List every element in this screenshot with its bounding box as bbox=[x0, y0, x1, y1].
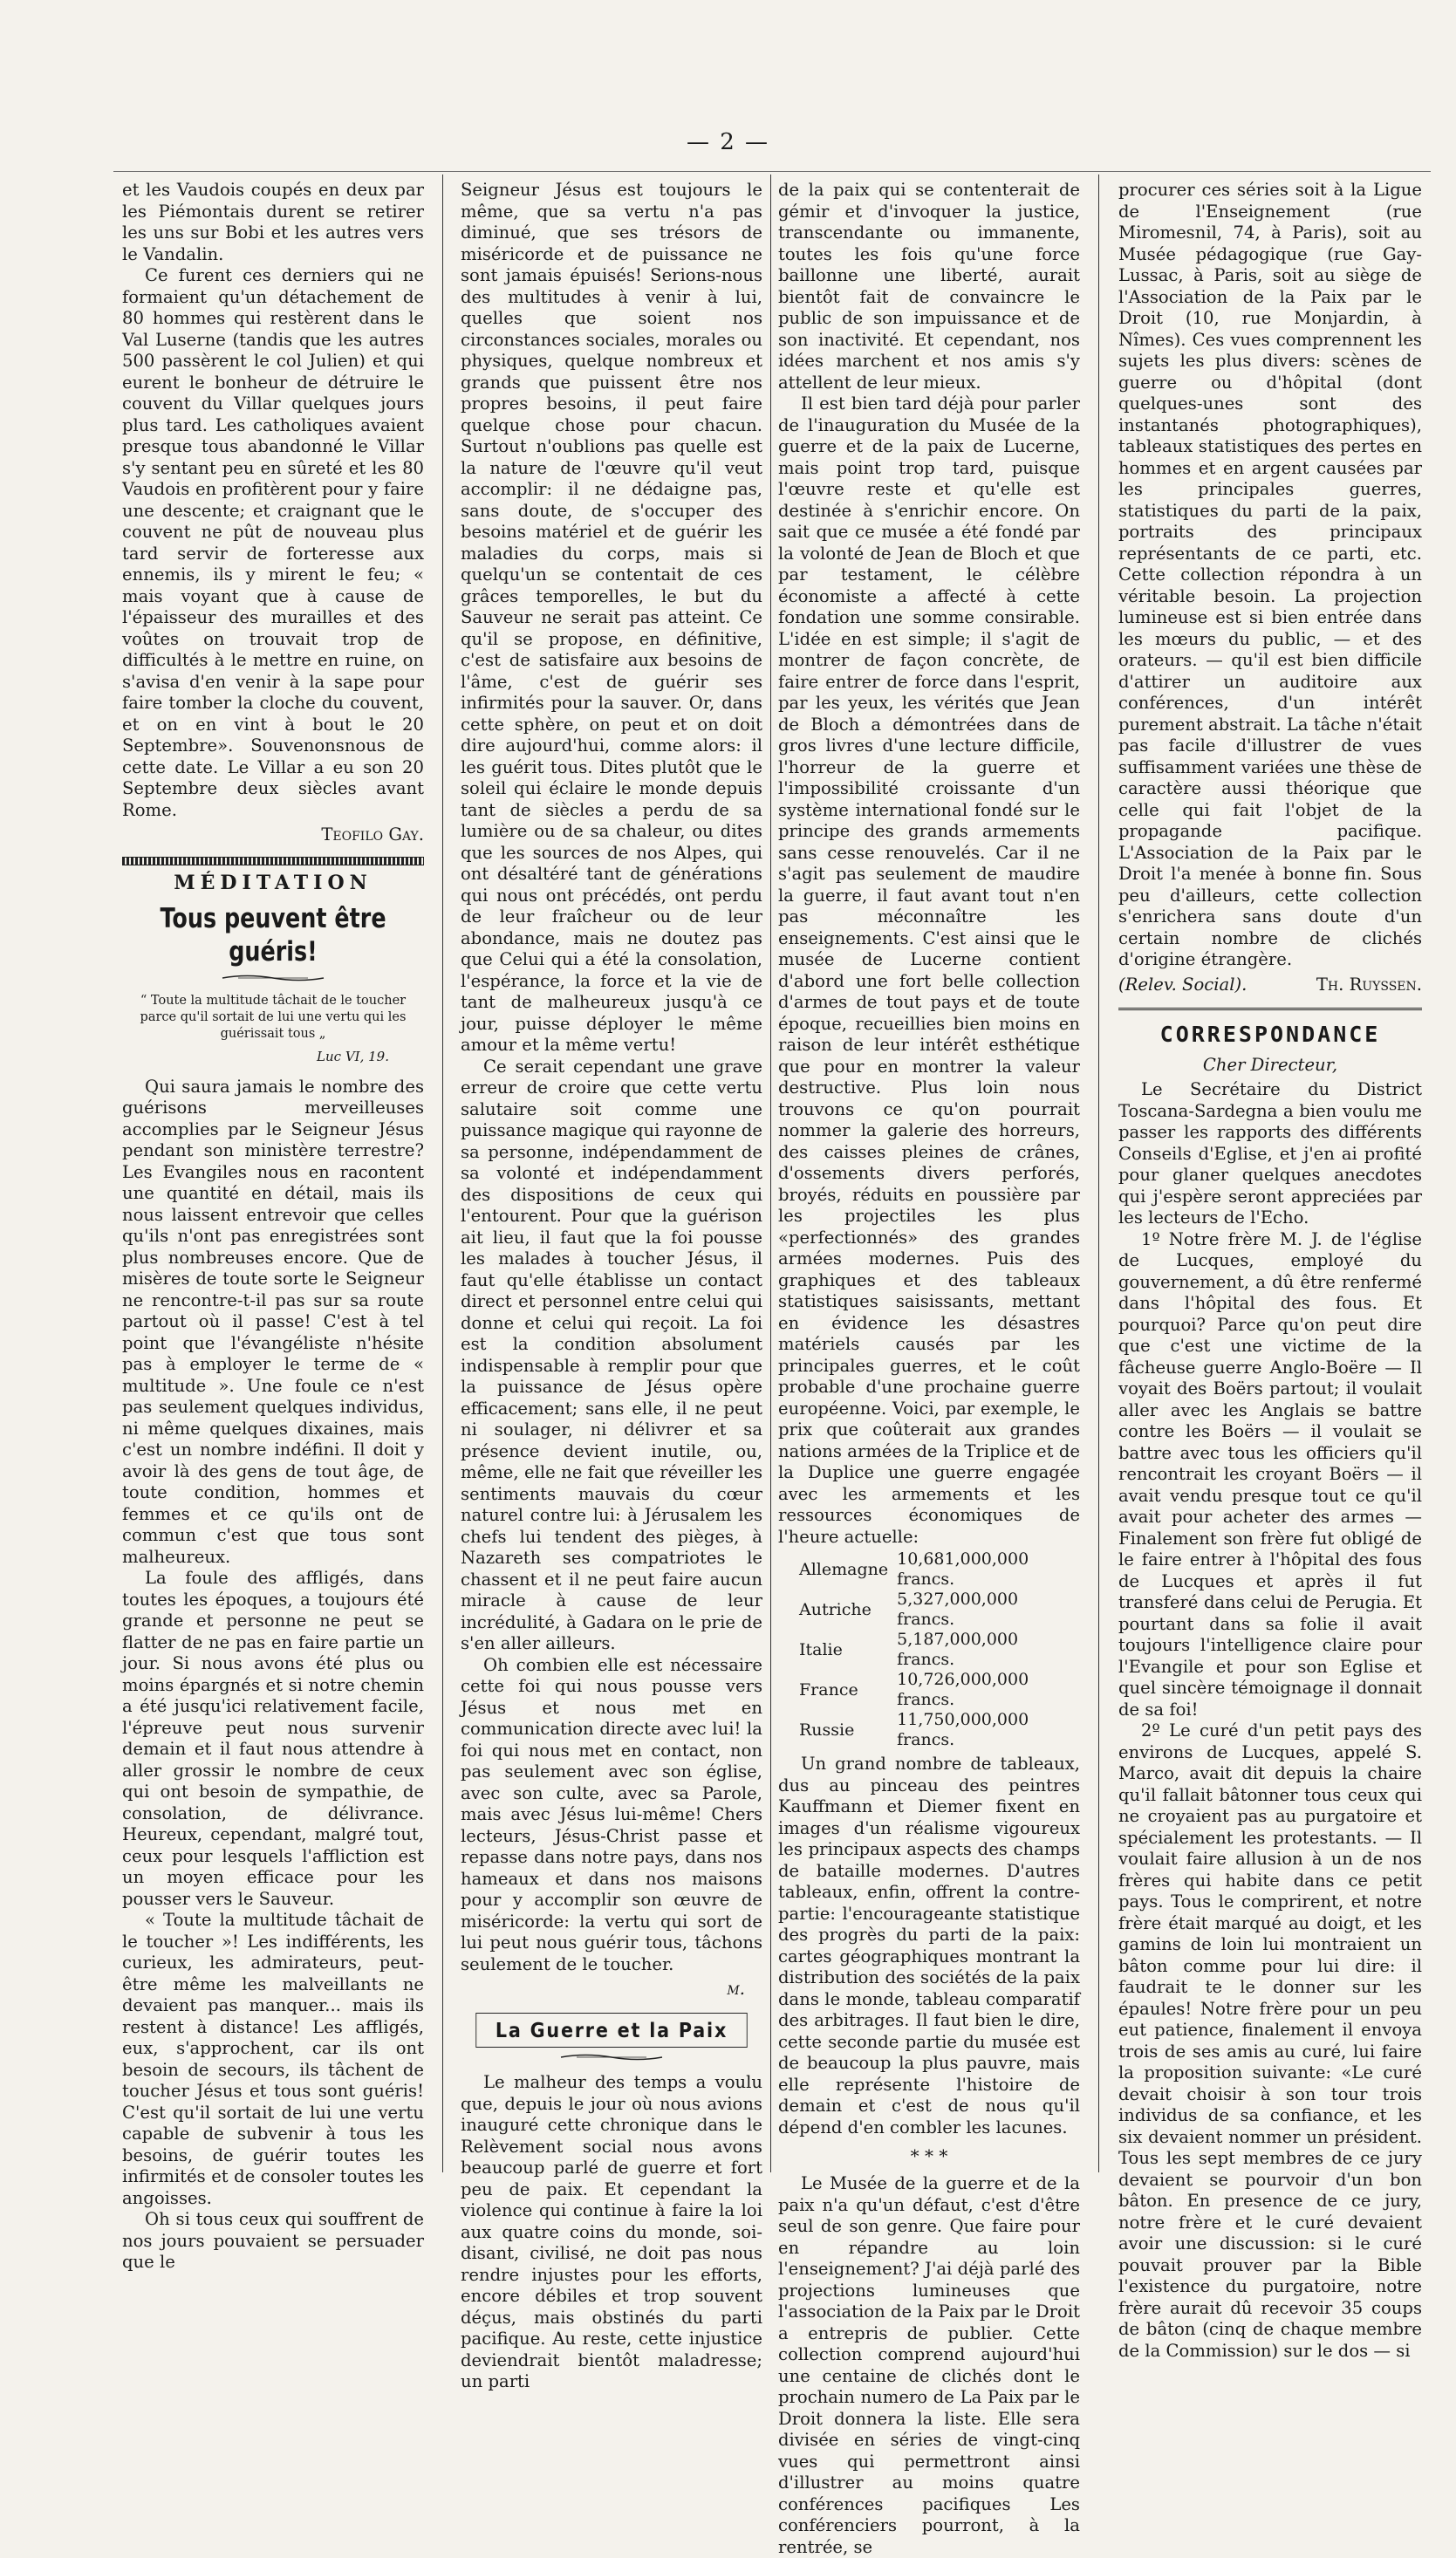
article-paragraph: Le malheur des temps a voulu que, depuis le jour où nous avions inauguré cette chronique dans le Relèvement social nous avons beaucoup parlé de guerre et fort peu de paix. Et cependant la violence qui continue à faire la loi aux quatre coins du monde, soi-disant, civilisé, ne doit pas nous rendre injustes pour les efforts, encore débiles et trop souvent déçus, mais obstinés du parti pacifique. Au reste, cette injustice deviendrait bientôt maladresse; un parti bbox=[461, 2072, 762, 2391]
ornamental-divider bbox=[122, 857, 424, 865]
article-paragraph: de la paix qui se contenterait de gémir et d'invoquer la justice, transcendante ou immanente, toutes les fois qu'une force baillonne une liberté, aurait bientôt fait de convaincre le public de son impuissance et de son inactivité. Et cependant, nos idées marchent et nos amis s'y attellent de leur mieux. bbox=[778, 180, 1080, 393]
article-paragraph: Oh combien elle est nécessaire cette foi qui nous pousse vers Jésus et nous met en communication directe avec lui! la foi qui nous met en contact, non pas seulement avec son église, avec son culte, avec sa Parole, mais avec Jésus lui-même! Chers lecteurs, Jésus-Christ passe et repasse dans notre pays, dans nos hameaux et dans nos maisons pour y accomplir son œuvre de miséricorde: la vertu qui sort de lui peut nous guérir tous, tâchons seulement de le toucher. bbox=[461, 1654, 762, 1974]
column-rule bbox=[770, 174, 771, 2172]
header-rule bbox=[113, 171, 1431, 172]
country-cell: Russie bbox=[799, 1720, 855, 1740]
amount-cell: 5,187,000,000 francs. bbox=[897, 1630, 1019, 1669]
section-divider bbox=[1118, 1008, 1422, 1010]
salutation: Cher Directeur, bbox=[1202, 1054, 1338, 1075]
article-paragraph: Ce furent ces derniers qui ne formaient qu'un détachement de 80 hommes qui restèrent dans le Val Luserne (tandis que les autres 500 passèrent le col Julien) et qui eurent le bonheur de détruire le couvent du Villar quelques jours plus tard. Les catholiques avaient presque tous abandonné le Villar s'y sentant peu en sûreté et les 80 Vaudois en profitèrent pour y faire une descente; et craignant que le couvent ne pût de nouveau plus tard servir de forteresse aux ennemis, ils y mirent le feu; « mais voyant que à cause de l'épaisseur des murailles et des voûtes on trouvait trop de difficultés à le mettre en ruine, on s'avisa d'en venir à la sape pour faire tomber la cloche du couvent, et on en vint à bout le 20 Septembre». Souvenonsnous de cette date. Le Villar a eu son 20 Septembre deux siècles avant Rome. bbox=[122, 265, 424, 820]
article-paragraph: La foule des affligés, dans toutes les époques, a toujours été grande et personne ne peut se flatter de ne pas en faire partie un jour. Si nous avons été plus ou moins épargnés et si notre chemin a été jusqu'ici relativement facile, l'épreuve peut nous survenir demain et il faut nous attendre à aller grossir le nombre de ceux qui ont besoin de sympathie, de consolation, de délivrance. Heureux, cependant, malgré tout, ceux pour lesquels l'affliction est un moyen efficace pour les pousser vers le Sauveur. bbox=[122, 1568, 424, 1909]
article-paragraph: Un grand nombre de tableaux, dus au pinceau des peintres Kauffmann et Diemer fixent en images d'un réalisme vigoureux les principaux aspects des champs de bataille modernes. D'autres tableaux, enfin, offrent la contre-partie: l'encourageante statistique des progrès du parti de la paix: cartes géographiques montrant la distribution des sociétés de la paix dans le monde, tableau comparatif des arbitrages. Il faut bien le dire, cette seconde partie du musée est de beaucoup la plus pauvre, mais elle représente l'histoire de demain et c'est de nous qu'il dépend d'en combler les lacunes. bbox=[778, 1754, 1080, 2137]
author-signature: m. bbox=[727, 1979, 745, 1999]
author-signature: Th. Ruyssen. bbox=[1316, 974, 1422, 995]
column-1 bbox=[122, 180, 424, 2272]
article-paragraph: « Toute la multitude tâchait de le toucher »! Les indifférents, les curieux, les admirateurs, peut-être même les malveillants ne devaient pas manquer... mais ils restent à distance! Les affligés, eux, s'approchent, car ils ont besoin de secours, ils tâchent de toucher Jésus et tous sont guéris! C'est qu'il sortait de lui une vertu capable de subvenir à tous les besoins, de guérir toutes les infirmités et de consoler toutes les angoisses. bbox=[122, 1910, 424, 2208]
table-row bbox=[799, 1630, 1080, 1670]
column-2 bbox=[461, 180, 762, 2391]
epigraph-reference: Luc VI, 19. bbox=[317, 1049, 389, 1064]
country-cell: France bbox=[799, 1679, 858, 1700]
article-paragraph: Il est bien tard déjà pour parler de l'inauguration du Musée de la guerre et de la paix de Lucerne, mais point trop tard, puisque l'œuvre reste et qu'elle est destinée à s'enrichir encore. On sait que ce musée a été fondé par la volonté de Jean de Bloch et que par testament, le célèbre économiste a affecté à cette fondation une somme consirable. L'idée en est simple; il s'agit de montrer de façon concrète, de faire entrer de force dans l'esprit, par les yeux, les vérités que Jean de Bloch a démontrées dans de gros livres d'une lecture difficile, l'horreur de la guerre et l'impossibilité croissante d'un système international fondé sur le principe des grands armements sans cesse renouvelés. Car il ne s'agit pas seulement de maudire la guerre, il faut avant tout n'en pas méconnaître les enseignements. C'est ainsi que le musée de Lucerne contient d'abord une fort belle collection d'armes de tout pays et de toute époque, recueillies bien moins en raison de leur intérêt esthétique que pour en montrer la valeur destructive. Plus loin nous trouvons ce qu'on pourrait nommer la galerie des horreurs, des caisses pleines de crânes, d'ossements divers perforés, broyés, réduits en poussière par les projectiles les plus «perfectionnés» des grandes armées modernes. Puis des graphiques et des tableaux statistiques saisissants, mettant en évidence les désastres matériels causés par les principales guerres, et le coût probable d'une prochaine guerre européenne. Voici, par exemple, le prix que coûterait aux grandes nations armées de la Triplice et de la Duplice une guerre engagée avec les armements et les ressources économiques de l'heure actuelle: bbox=[778, 393, 1080, 1547]
table-row bbox=[799, 1590, 1080, 1630]
page-number: — 2 — bbox=[686, 129, 770, 155]
article-paragraph: Seigneur Jésus est toujours le même, que sa vertu n'a pas diminué, que ses trésors de miséricorde et de puissance ne sont jamais épuisés! Serions-nous des multitudes à venir à lui, quelles que soient nos circonstances sociales, morales ou physiques, quelque nombreux et grands que puissent être nos propres besoins, il peut faire quelque chose pour chacun. Surtout n'oublions pas quelle est la nature de l'œuvre qu'il veut accomplir: il ne dédaigne pas, sans doute, de s'occuper des besoins matériel et de guérir les maladies du corps, mais si quelqu'un se contentait de ces grâces temporelles, le but du Sauveur ne serait pas atteint. Ce qu'il se propose, en définitive, c'est de satisfaire aux besoins de l'âme, c'est de guérir ses infirmités pour la sauver. Or, dans cette sphère, on peut et on doit dire aujourd'hui, comme alors: il les guérit tous. Dites plutôt que le soleil qui éclaire le monde depuis tant de siècles a perdu de sa lumière ou de sa chaleur, ou dites que les sources de nos Alpes, qui ont désaltéré tant de générations qui nous ont précédés, ont perdu de leur fraîcheur ou de leur abondance, mais ne doutez pas que Celui qui a été la consolation, l'espérance, la force et la vie de tant de malheureux jusqu'à ce jour, puisse déployer le même amour et la même vertu! bbox=[461, 180, 762, 1055]
article-credit bbox=[1118, 975, 1422, 996]
article-paragraph: Oh si tous ceux qui souffrent de nos jours pouvaient se persuader que le bbox=[122, 2209, 424, 2272]
table-row bbox=[799, 1549, 1080, 1590]
war-cost-table bbox=[799, 1549, 1080, 1750]
column-3 bbox=[778, 180, 1080, 2557]
section-headline: CORRESPONDANCE bbox=[1159, 1022, 1381, 1047]
country-cell: Allemagne bbox=[799, 1559, 889, 1579]
column-rule bbox=[442, 174, 443, 2172]
column-4 bbox=[1118, 180, 1423, 2361]
amount-cell: 5,327,000,000 francs. bbox=[897, 1590, 1019, 1629]
source-reference: (Relev. Social). bbox=[1118, 974, 1248, 995]
article-paragraph: Le Musée de la guerre et de la paix n'a qu'un défaut, c'est d'être seul de son genre. Que faire pour en répandre au loin l'enseignement? J'ai déjà parlé des projections lumineuses que l'association de la Paix par le Droit a entrepris de publier. Cette collection comprend aujourd'hui une centaine de clichés dont le prochain numero de La Paix par le Droit donnera la liste. Elle sera divisée en séries de vingt-cinq vues qui permettront ainsi d'illustrer au moins quatre conférences pacifiques Les conférenciers pourront, à la rentrée, se bbox=[778, 2173, 1080, 2557]
asterism: * * * bbox=[910, 2145, 948, 2166]
amount-cell: 10,726,000,000 francs. bbox=[897, 1670, 1029, 1709]
author-signature: Teofilo Gay. bbox=[321, 824, 424, 845]
country-cell: Italie bbox=[799, 1639, 843, 1659]
article-paragraph: 1º Notre frère M. J. de l'église de Lucques, employé du gouvernement, a dû être renfermé dans l'hôpital des fous. Et pourquoi? Parce qu'on peut dire que c'est une victime de la fâcheuse guerre Anglo-Boëre — Il voyait des Boërs partout; il voulait aller avec les Anglais se battre contre les Boërs — il voulait se battre avec tous les officiers qu'il rencontrait les croyant Boërs — il avait vendu presque tout ce qu'il avait pour acheter des armes — Finalement son frère fut obligé de le faire entrer à l'hôpital des fous de Lucques et après il fut transferé dans celui de Perugia. Et pourtant dans sa folie il avait toujours l'intelligence claire pour l'Evangile et pour son Eglise et quel sincère témoignage il donnait de sa foi! bbox=[1118, 1228, 1422, 1720]
swash-ornament-icon bbox=[221, 974, 325, 982]
article-headline: La Guerre et la Paix bbox=[475, 2013, 747, 2048]
article-paragraph: Qui saura jamais le nombre des guérisons merveilleuses accomplies par le Seigneur Jésus pendant son ministère terrestre? Les Evangiles nous en racontent une quantité en détail, mais ils nous laissent entrevoir que celles qu'ils n'ont pas enregistrées sont plus nombreuses encore. Que de misères de toute sorte le Seigneur ne rencontre-t-il pas sur sa route partout où il passe! C'est à tel point que l'évangéliste n'hésite pas à employer le terme de « multitude ». Une foule ce n'est pas seulement quelques individus, ni même quelques dixaines, mais c'est un nombre indéfini. Il doit y avoir là des gens de tout âge, de toute condition, hommes et femmes et ce qu'ils ont de commun c'est que tous sont malheureux. bbox=[122, 1076, 424, 1567]
article-paragraph: et les Vaudois coupés en deux par les Piémontais durent se retirer les uns sur Bobi et les autres vers le Vandalin. bbox=[122, 180, 424, 264]
table-row bbox=[799, 1670, 1080, 1710]
article-paragraph: 2º Le curé d'un petit pays des environs de Lucques, appelé S. Marco, avait dit depuis la chaire qu'il fallait bâtonner tous ceux qui ne croyaient pas au purgatoire et spécialement les protestants. — Il voulait faire allusion à un de nos frères qui habite dans ce petit pays. Tous le comprirent, et notre frère était marqué au doigt, et les gamins de loin lui montraient un bâton comme pour lui dire: il faudrait te le donner sur les épaules! Notre frère pour un peu eut patience, finalement il envoya trois de ses amis au curé, lui faire la proposition suivante: «Le curé devait choisir à son tour trois individus de sa confiance, et les six devaient nommer un président. Tous les sept membres de ce jury devaient se pourvoir d'un bon bâton. En presence de ce jury, notre frère et le curé devaient avoir une discussion: si le curé pouvait prouver par la Bible l'existence du purgatoire, notre frère aurait dû recevoir 35 coups de bâton (cinq de chaque membre de la Commission) sur le dos — si bbox=[1118, 1720, 1422, 2361]
country-cell: Autriche bbox=[799, 1599, 872, 1619]
article-paragraph: Le Secrétaire du District Toscana-Sardegna a bien voulu me passer les rapports des différents Conseils d'Eglise, et j'en ai profité pour glaner quelques anecdotes qui j'espère seront appreciées par les lecteurs de l'Echo. bbox=[1118, 1079, 1422, 1228]
amount-cell: 10,681,000,000 francs. bbox=[897, 1549, 1029, 1589]
article-paragraph: procurer ces séries soit à la Ligue de l'Enseignement (rue Miromesnil, 74, à Paris), soit au Musée pédagogique (rue Gay-Lussac, à Paris, soit au siège de l'Association de la Paix par le Droit (10, rue Monjardin, à Nîmes). Ces vues comprennent les sujets les plus divers: scènes de guerre ou d'hôpital (dont quelques-unes sont des instantanés photographiques), tableaux statistiques des pertes en hommes et en argent causées par les principales guerres, statistiques du parti de la paix, portraits des principaux représentants de ce parti, etc. Cette collection répondra à un véritable besoin. La projection lumineuse est si bien entrée dans les mœurs du public, — et des orateurs. — qu'il est bien difficile d'attirer un auditoire aux conférences, d'un intérêt purement abstrait. La tâche n'était pas facile d'illustrer de vues suffisamment variées une thèse de caractère aussi théorique que celle qui fait l'objet de la propagande pacifique. L'Association de la Paix par le Droit l'a menée à bonne fin. Sous peu d'ailleurs, cette collection s'enrichera sans doute d'un certain nombre de clichés d'origine étrangère. bbox=[1118, 180, 1423, 969]
epigraph: “ Toute la multitude tâchait de le toucher parce qu'il sortait de lui une vertu qui les guérissait tous „ bbox=[140, 994, 407, 1041]
article-headline: Tous peuvent être guéris! bbox=[160, 903, 386, 968]
amount-cell: 11,750,000,000 francs. bbox=[897, 1710, 1029, 1749]
swash-ornament-icon bbox=[559, 2053, 664, 2062]
table-row bbox=[799, 1710, 1080, 1750]
article-paragraph: Ce serait cependant une grave erreur de croire que cette vertu salutaire soit comme une puissance magique qui rayonne de sa personne, indépendamment de sa volonté et indépendamment des dispositions de ceux qui l'entourent. Pour que la guérison ait lieu, il faut que la foi pousse les malades à toucher Jésus, il faut qu'elle établisse un contact direct et personnel entre celui qui donne et celui qui reçoit. La foi est la condition absolument indispensable à remplir pour que la puissance de Jésus opère efficacement; sans elle, il ne peut ni soulager, ni délivrer et sa présence devient inutile, ou, même, elle ne fait que réveiller les sentiments mauvais du cœur naturel contre lui: à Jérusalem les chefs lui tendent des pièges, à Nazareth ses compatriotes le chassent et il ne peut faire aucun miracle à cause de leur incrédulité, à Gadara on le prie de s'en aller ailleurs. bbox=[461, 1056, 762, 1653]
section-label: MÉDITATION bbox=[174, 871, 373, 894]
column-rule bbox=[1098, 174, 1099, 2172]
